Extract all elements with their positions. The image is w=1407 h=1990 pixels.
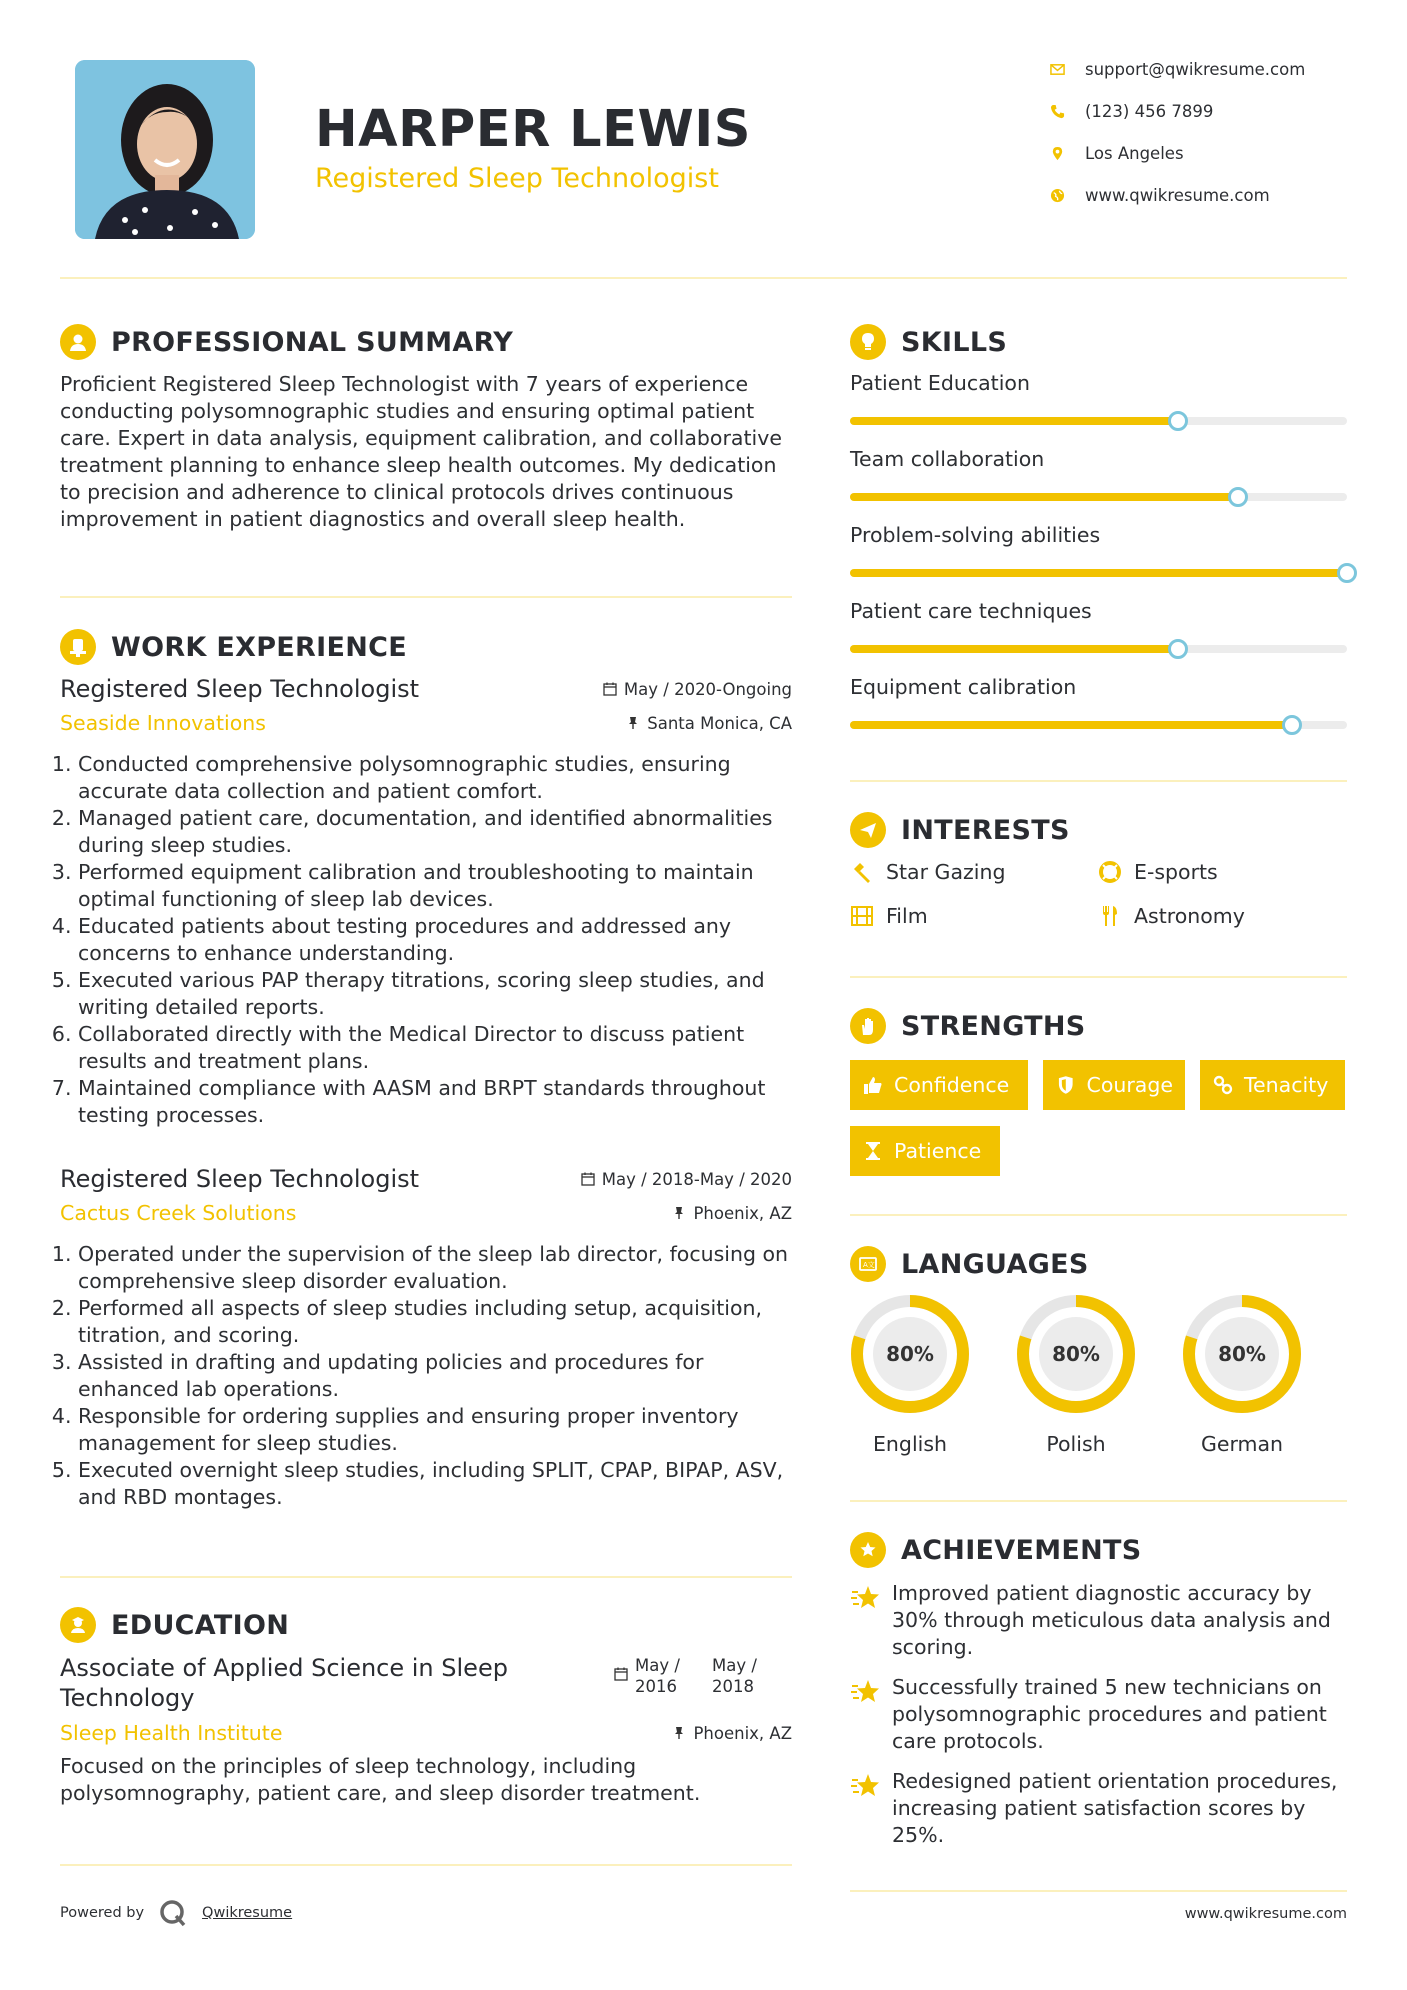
interest-item (850, 860, 1005, 884)
skill-label: Problem-solving abilities (850, 523, 1101, 547)
duty-item: 3. Assisted in drafting and updating policies and procedures for enhanced lab operations. (78, 1349, 792, 1403)
achievement-item (850, 1768, 1347, 1849)
job-company: Seaside Innovations (60, 711, 266, 735)
duty-item: 5. Executed various PAP therapy titrations, scoring sleep studies, and writing detailed reports. (78, 967, 792, 1021)
svg-text:A文: A文 (863, 1261, 875, 1269)
achievements-heading-text: ACHIEVEMENTS (901, 1534, 1142, 1566)
cutlery-icon (1098, 904, 1122, 928)
contact-website-text: www.qwikresume.com (1085, 185, 1270, 205)
skill-bar-fill (850, 417, 1178, 425)
strength-label: Courage (1086, 1073, 1173, 1097)
duty-item: 6. Collaborated directly with the Medical Director to discuss patient results and treatment plans. (78, 1021, 792, 1075)
strengths-heading (850, 1008, 1086, 1044)
strength-tag (1043, 1060, 1185, 1110)
summary-divider (60, 596, 792, 598)
profile-photo-image (75, 60, 255, 239)
education-date-end: May / 2018 (712, 1656, 757, 1696)
interest-label: Star Gazing (886, 860, 1006, 884)
skills-heading (850, 324, 1007, 360)
hourglass-icon (862, 1140, 884, 1162)
duty-item: 1. Conducted comprehensive polysomnographic studies, ensuring accurate data collection and patient comfort. (78, 751, 792, 805)
duty-item: 2. Managed patient care, documentation, and identified abnormalities during sleep studies. (78, 805, 792, 859)
interests-divider (850, 976, 1347, 978)
pushpin-icon (626, 716, 640, 730)
contact-location-text: Los Angeles (1085, 143, 1184, 163)
profile-photo (75, 60, 255, 239)
briefcase-icon (60, 629, 96, 665)
language-donut (1014, 1292, 1138, 1416)
link-icon (1212, 1074, 1234, 1096)
achievement-item (850, 1580, 1347, 1661)
language-percent: 80% (1218, 1342, 1266, 1366)
job-date-text: May / 2018-May / 2020 (601, 1169, 792, 1189)
language-item (1014, 1292, 1138, 1456)
language-percent: 80% (886, 1342, 934, 1366)
skill-bar-knob (1168, 411, 1188, 431)
footer-powered (60, 1898, 292, 1928)
skill-item (850, 371, 1347, 447)
skill-item (850, 599, 1347, 675)
achievement-item (850, 1674, 1347, 1755)
interest-label: E-sports (1134, 860, 1218, 884)
interest-item (1098, 860, 1218, 884)
achievement-text: Redesigned patient orientation procedures, increasing patient satisfaction scores by 25%. (892, 1769, 1338, 1847)
job-company: Cactus Creek Solutions (60, 1201, 297, 1225)
calendar-icon (603, 682, 617, 696)
interest-item (1098, 904, 1245, 928)
duty-item: 4. Educated patients about testing procedures and addressed any concerns to enhance understanding. (78, 913, 792, 967)
achievements-heading (850, 1532, 1142, 1568)
calendar-icon (581, 1172, 595, 1186)
job-entry (60, 1165, 792, 1511)
contact-website[interactable] (1050, 184, 1305, 206)
skill-bar-fill (850, 721, 1292, 729)
skills-divider (850, 780, 1347, 782)
job-date (581, 1170, 792, 1189)
duty-item: 4. Responsible for ordering supplies and ensuring proper inventory management for sleep studies. (78, 1403, 792, 1457)
skill-bar-track (850, 493, 1347, 501)
skill-item (850, 523, 1347, 599)
education-description: Focused on the principles of sleep technology, including polysomnography, patient care, and sleep disorder treatment. (60, 1754, 701, 1805)
graduation-icon (60, 1607, 96, 1643)
strength-tag (850, 1060, 1028, 1110)
skill-bar-knob (1168, 639, 1188, 659)
qwikresume-logo-icon (158, 1898, 188, 1928)
languages-heading (850, 1246, 1089, 1282)
achievement-text: Improved patient diagnostic accuracy by 30% through meticulous data analysis and scoring. (892, 1581, 1331, 1659)
education-divider (60, 1864, 792, 1866)
degree-title: Associate of Applied Science in Sleep Technology (60, 1654, 508, 1712)
strength-label: Tenacity (1244, 1073, 1329, 1097)
skill-bar-track (850, 721, 1347, 729)
job-location-text: Phoenix, AZ (693, 1203, 792, 1223)
gavel-icon (850, 860, 874, 884)
star-icon (850, 1770, 882, 1802)
interests-heading (850, 812, 1070, 848)
interests-heading-text: INTERESTS (901, 814, 1070, 846)
education-entry (60, 1653, 792, 1807)
job-title: Registered Sleep Technologist (60, 1165, 420, 1193)
education-location-text: Phoenix, AZ (693, 1723, 792, 1743)
school-name: Sleep Health Institute (60, 1721, 283, 1745)
duty-item: 7. Maintained compliance with AASM and BRPT standards throughout testing processes. (78, 1075, 792, 1129)
skill-label: Team collaboration (850, 447, 1045, 471)
language-donut (1180, 1292, 1304, 1416)
job-duties (60, 1241, 792, 1511)
brand-link[interactable]: Qwikresume (202, 1905, 293, 1921)
interest-label: Film (886, 904, 928, 928)
summary-heading (60, 324, 513, 360)
footer-website[interactable]: www.qwikresume.com (1184, 1906, 1347, 1922)
lifebuoy-icon (1098, 860, 1122, 884)
phone-icon (1050, 104, 1065, 119)
pushpin-icon (672, 1206, 686, 1220)
languages-divider (850, 1500, 1347, 1502)
education-date (614, 1655, 764, 1713)
map-pin-icon (1050, 146, 1065, 161)
contact-phone[interactable] (1050, 100, 1305, 122)
language-donut (848, 1292, 972, 1416)
user-icon (60, 324, 96, 360)
achievement-text: Successfully trained 5 new technicians on polysomnographic procedures and patient care protocols. (892, 1675, 1327, 1753)
summary-heading-text: PROFESSIONAL SUMMARY (111, 326, 514, 358)
job-location-text: Santa Monica, CA (647, 713, 792, 733)
shield-icon (1055, 1074, 1077, 1096)
experience-divider (60, 1576, 792, 1578)
calendar-icon (614, 1667, 628, 1681)
language-name: German (1200, 1432, 1284, 1456)
interest-item (850, 904, 928, 928)
language-item (848, 1292, 972, 1456)
experience-heading (60, 629, 407, 665)
language-name: Polish (1046, 1432, 1106, 1456)
skill-label: Equipment calibration (850, 675, 1077, 699)
duty-item: 3. Performed equipment calibration and troubleshooting to maintain optimal functioning of sleep lab devices. (78, 859, 792, 913)
experience-heading-text: WORK EXPERIENCE (111, 631, 407, 663)
job-duties (60, 751, 792, 1129)
skill-bar-track (850, 645, 1347, 653)
skills-heading-text: SKILLS (901, 326, 1008, 358)
skill-label: Patient care techniques (850, 599, 1092, 623)
star-icon (850, 1676, 882, 1708)
skills-list (850, 371, 1347, 751)
skill-bar-track (850, 569, 1347, 577)
translate-icon (850, 1246, 886, 1282)
candidate-name: HARPER LEWIS (315, 100, 751, 159)
job-title: Registered Sleep Technologist (60, 675, 420, 703)
header-divider (60, 277, 1347, 279)
summary-text: Proficient Registered Sleep Technologist with 7 years of experience conducting polysomnographic studies and ensuring optimal patient care. Expert in data analysis, equipment calibration, and collaborative treatment planning to enhance sleep health outcomes. My dedication to precision and adherence to clinical protocols drives continuous improvement in patient diagnostics and overall sleep health. (60, 372, 782, 531)
job-entry (60, 675, 792, 1129)
envelope-icon (1050, 62, 1065, 77)
skill-bar-track (850, 417, 1347, 425)
interest-label: Astronomy (1134, 904, 1245, 928)
languages-heading-text: LANGUAGES (901, 1248, 1089, 1280)
skill-item (850, 675, 1347, 751)
job-location (672, 1204, 792, 1223)
job-date (603, 680, 792, 699)
language-percent: 80% (1052, 1342, 1100, 1366)
skill-item (850, 447, 1347, 523)
language-item (1180, 1292, 1304, 1456)
skill-bar-fill (850, 645, 1178, 653)
star-icon (850, 1582, 882, 1614)
strengths-heading-text: STRENGTHS (901, 1010, 1086, 1042)
duty-item: 1. Operated under the supervision of the sleep lab director, focusing on comprehensive sleep disorder evaluation. (78, 1241, 792, 1295)
education-date-start: May / 2016 (635, 1656, 680, 1696)
education-location (672, 1724, 792, 1743)
contact-block (1050, 58, 1305, 206)
duty-item: 2. Performed all aspects of sleep studies including setup, acquisition, titration, and scoring. (78, 1295, 792, 1349)
education-heading-text: EDUCATION (111, 1609, 290, 1641)
contact-email[interactable] (1050, 58, 1305, 80)
contact-email-text: support@qwikresume.com (1085, 59, 1306, 79)
job-location (626, 714, 792, 733)
pushpin-icon (672, 1726, 686, 1740)
skill-bar-knob (1337, 563, 1357, 583)
skill-bar-knob (1282, 715, 1302, 735)
lightbulb-icon (850, 324, 886, 360)
strength-label: Patience (894, 1139, 982, 1163)
strength-label: Confidence (894, 1073, 1010, 1097)
duty-item: 5. Executed overnight sleep studies, including SPLIT, CPAP, BIPAP, ASV, and RBD montages. (78, 1457, 792, 1511)
language-name: English (872, 1432, 948, 1456)
paper-plane-icon (850, 812, 886, 848)
education-heading (60, 1607, 289, 1643)
film-icon (850, 904, 874, 928)
thumbs-up-icon (862, 1074, 884, 1096)
trophy-icon (850, 1532, 886, 1568)
skill-bar-fill (850, 493, 1238, 501)
globe-icon (1050, 188, 1065, 203)
hand-icon (850, 1008, 886, 1044)
job-date-text: May / 2020-Ongoing (623, 679, 792, 699)
contact-phone-text: (123) 456 7899 (1085, 101, 1214, 121)
skill-bar-knob (1228, 487, 1248, 507)
strength-tag (1200, 1060, 1345, 1110)
strengths-divider (850, 1214, 1347, 1216)
achievements-divider (850, 1890, 1347, 1892)
strength-tag (850, 1126, 1000, 1176)
candidate-title: Registered Sleep Technologist (315, 163, 719, 194)
skill-bar-fill (850, 569, 1347, 577)
skill-label: Patient Education (850, 371, 1030, 395)
powered-by-text: Powered by (60, 1905, 145, 1921)
contact-location (1050, 142, 1305, 164)
